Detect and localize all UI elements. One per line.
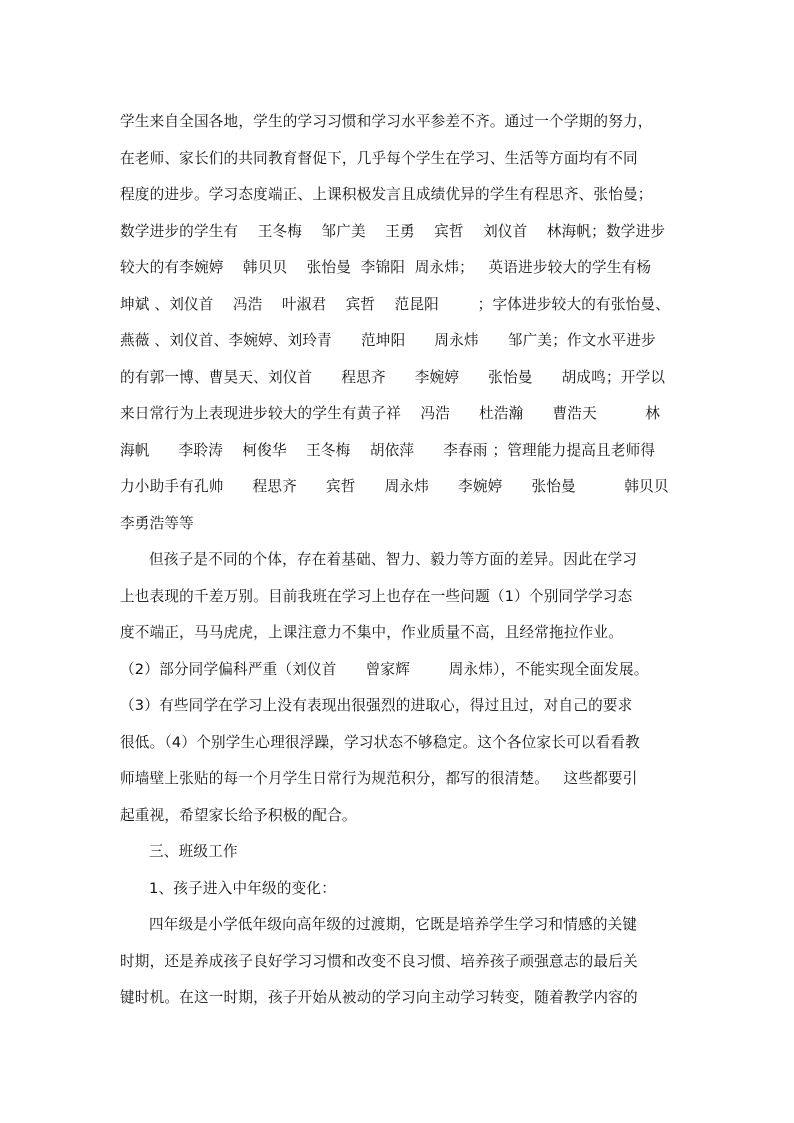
text-line: 的有郭一博、曹昊天、刘仪首 程思齐 李婉婷 张怡曼 胡成鸣；开学以 (120, 368, 666, 386)
text-line: （2）部分同学偏科严重（刘仪首 曾家辉 周永炜），不能实现全面发展。 (120, 660, 649, 678)
text-line: 力小助手有孔帅 程思齐 宾哲 周永炜 李婉婷 张怡曼 韩贝贝 (120, 478, 669, 495)
text-line: 起重视，希望家长给予积极的配合。 (120, 806, 357, 824)
text-line: 键时机。在这一时期，孩子开始从被动的学习向主动学习转变，随着教学内容的 (120, 989, 638, 1006)
text-line: 上也表现的千差万别。目前我班在学习上也存在一些问题（1）个别同学学习态 (120, 587, 633, 605)
text-line: 度不端正，马马虎虎，上课注意力不集中，作业质量不高，且经常拖拉作业。 (120, 624, 623, 641)
subsection-heading: 1、孩子进入中年级的变化： (149, 879, 337, 897)
text-line: 来日常行为上表现进步较大的学生有黄子祥 冯浩 杜浩瀚 曹浩天 林 (120, 405, 661, 422)
text-line: 学生来自全国各地，学生的学习习惯和学习水平参差不齐。通过一个学期的努力， (120, 113, 653, 130)
text-line: 李勇浩等等 (120, 514, 194, 532)
text-line: 燕薇 、刘仪首、李婉婷、刘玲青 范坤阳 周永炜 邹广美；作文水平进步 (120, 332, 656, 349)
text-line: 数学进步的学生有 王冬梅 邹广美 王勇 宾哲 刘仪首 林海帆；数学进步 (120, 222, 666, 240)
text-line: 在老师、家长们的共同教育督促下，几乎每个学生在学习、生活等方面均有不同 (120, 149, 638, 167)
text-line: （3）有些同学在学习上没有表现出很强烈的进取心，得过且过，对自己的要求 (120, 697, 633, 714)
text-line: 师墙壁上张贴的每一个月学生日常行为规范积分，都写的很清楚。 这些都要引 (120, 770, 638, 787)
text-line: 时期，还是养成孩子良好学习习惯和改变不良习惯、培养孩子顽强意志的最后关 (120, 952, 638, 970)
text-line: 很低。（4）个别学生心理很浮躁，学习状态不够稳定。这个各位家长可以看看教 (120, 733, 640, 751)
document-body (120, 104, 690, 1017)
text-line: 海帆 李聆涛 柯俊华 王冬梅 胡依萍 李春雨 ；管理能力提高且老师得 (120, 441, 656, 459)
section-heading: 三、班级工作 (149, 843, 238, 860)
text-line: 较大的有李婉婷 韩贝贝 张怡曼 李锦阳 周永炜； 英语进步较大的学生有杨 (120, 259, 652, 276)
paragraph-first-line: 四年级是小学低年级向高年级的过渡期，它既是培养学生学习和情感的关键 (149, 916, 638, 933)
text-line: 程度的进步。学习态度端正、上课积极发言且成绩优异的学生有程思齐、张怡曼； (120, 186, 653, 203)
paragraph-first-line: 但孩子是不同的个体，存在着基础、智力、毅力等方面的差异。因此在学习 (149, 551, 638, 568)
text-line: 坤斌 、刘仪首 冯浩 叶淑君 宾哲 范昆阳 ；字体进步较大的有张怡曼、 (120, 295, 670, 313)
